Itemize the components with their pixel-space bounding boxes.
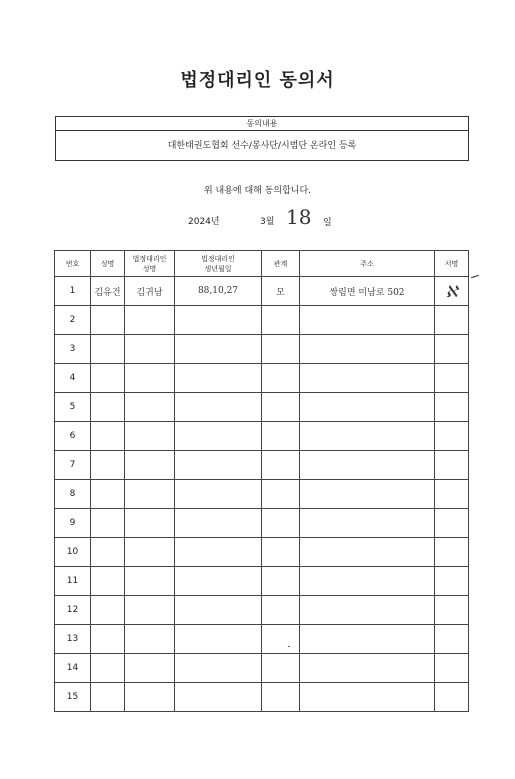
cell-name bbox=[91, 306, 125, 335]
table-header-row bbox=[55, 251, 469, 277]
cell-signature bbox=[435, 451, 469, 480]
table-row bbox=[55, 364, 469, 393]
table-row bbox=[55, 654, 469, 683]
row-number: 12 bbox=[55, 596, 91, 625]
signature-mark-icon: ℵ bbox=[445, 281, 458, 301]
row-number: 5 bbox=[55, 393, 91, 422]
agree-statement: 위 내용에 대해 동의합니다. bbox=[203, 186, 312, 196]
cell-relation bbox=[262, 335, 300, 364]
consent-table bbox=[54, 250, 469, 712]
cell-guardian-name bbox=[125, 625, 175, 654]
header-guardian-birth: 법정대리인 생년월일 bbox=[175, 251, 262, 277]
cell-relation bbox=[262, 625, 300, 654]
row-number: 9 bbox=[55, 509, 91, 538]
cell-address: 쌍림면 미남로 502 bbox=[300, 277, 435, 306]
date-day-handwritten: 18 bbox=[286, 205, 312, 229]
cell-guardian-birth bbox=[175, 335, 262, 364]
cell-address bbox=[300, 451, 435, 480]
cell-signature bbox=[435, 364, 469, 393]
table-row bbox=[55, 538, 469, 567]
consent-box bbox=[55, 116, 469, 161]
table-row bbox=[55, 451, 469, 480]
cell-name bbox=[91, 451, 125, 480]
cell-address bbox=[300, 480, 435, 509]
cell-guardian-name bbox=[125, 567, 175, 596]
header-no: 번호 bbox=[55, 251, 91, 277]
table-row bbox=[55, 596, 469, 625]
cell-address bbox=[300, 509, 435, 538]
cell-name bbox=[91, 567, 125, 596]
header-address: 주소 bbox=[300, 251, 435, 277]
cell-name: 김유건 bbox=[91, 277, 125, 306]
header-name: 성명 bbox=[91, 251, 125, 277]
cell-signature bbox=[435, 509, 469, 538]
row-number: 7 bbox=[55, 451, 91, 480]
cell-signature bbox=[435, 393, 469, 422]
table-row bbox=[55, 567, 469, 596]
row-number: 1 bbox=[55, 277, 91, 306]
cell-relation bbox=[262, 654, 300, 683]
table-row bbox=[55, 422, 469, 451]
cell-address bbox=[300, 538, 435, 567]
cell-guardian-name bbox=[125, 335, 175, 364]
cell-address bbox=[300, 683, 435, 712]
table-row bbox=[55, 683, 469, 712]
cell-guardian-birth bbox=[175, 393, 262, 422]
header-relation: 관계 bbox=[262, 251, 300, 277]
cell-name bbox=[91, 364, 125, 393]
cell-name bbox=[91, 335, 125, 364]
table-row bbox=[55, 509, 469, 538]
cell-signature bbox=[435, 683, 469, 712]
cell-signature bbox=[435, 306, 469, 335]
row-number: 3 bbox=[55, 335, 91, 364]
cell-address bbox=[300, 364, 435, 393]
cell-signature bbox=[435, 654, 469, 683]
cell-name bbox=[91, 393, 125, 422]
cell-name bbox=[91, 480, 125, 509]
cell-name bbox=[91, 509, 125, 538]
cell-relation bbox=[262, 480, 300, 509]
row-number: 4 bbox=[55, 364, 91, 393]
cell-relation bbox=[262, 567, 300, 596]
cell-guardian-name bbox=[125, 509, 175, 538]
row-number: 6 bbox=[55, 422, 91, 451]
cell-signature bbox=[435, 277, 469, 306]
cell-address bbox=[300, 625, 435, 654]
header-signature: 서명 bbox=[435, 251, 469, 277]
cell-address bbox=[300, 335, 435, 364]
cell-relation: 모 bbox=[262, 277, 300, 306]
cell-relation bbox=[262, 451, 300, 480]
cell-guardian-name bbox=[125, 306, 175, 335]
cell-address bbox=[300, 393, 435, 422]
cell-guardian-birth bbox=[175, 625, 262, 654]
cell-relation bbox=[262, 683, 300, 712]
cell-guardian-birth bbox=[175, 509, 262, 538]
cell-address bbox=[300, 422, 435, 451]
cell-address bbox=[300, 654, 435, 683]
cell-guardian-birth bbox=[175, 567, 262, 596]
cell-relation bbox=[262, 306, 300, 335]
cell-relation bbox=[262, 393, 300, 422]
cell-guardian-name bbox=[125, 480, 175, 509]
cell-signature bbox=[435, 625, 469, 654]
cell-name bbox=[91, 654, 125, 683]
cell-guardian-name bbox=[125, 364, 175, 393]
cell-address bbox=[300, 596, 435, 625]
cell-guardian-name bbox=[125, 538, 175, 567]
cell-guardian-name bbox=[125, 683, 175, 712]
cell-guardian-name bbox=[125, 422, 175, 451]
table-row bbox=[55, 393, 469, 422]
row-number: 10 bbox=[55, 538, 91, 567]
consent-header: 동의내용 bbox=[56, 117, 468, 131]
cell-name bbox=[91, 625, 125, 654]
cell-signature bbox=[435, 538, 469, 567]
cell-guardian-name bbox=[125, 654, 175, 683]
cell-relation bbox=[262, 364, 300, 393]
row-number: 13 bbox=[55, 625, 91, 654]
table-row bbox=[55, 335, 469, 364]
cell-signature bbox=[435, 480, 469, 509]
row-number: 14 bbox=[55, 654, 91, 683]
cell-signature bbox=[435, 596, 469, 625]
header-guardian-name: 법정대리인 성명 bbox=[125, 251, 175, 277]
cell-relation bbox=[262, 509, 300, 538]
cell-guardian-birth bbox=[175, 683, 262, 712]
cell-name bbox=[91, 538, 125, 567]
cell-guardian-birth bbox=[175, 480, 262, 509]
cell-guardian-birth bbox=[175, 306, 262, 335]
cell-guardian-birth bbox=[175, 422, 262, 451]
cell-signature bbox=[435, 335, 469, 364]
consent-body: 대한태권도협회 선수/봉사단/시범단 온라인 등록 bbox=[167, 141, 357, 151]
date-day-suffix: 일 bbox=[323, 218, 332, 228]
cell-relation bbox=[262, 596, 300, 625]
cell-name bbox=[91, 422, 125, 451]
cell-relation bbox=[262, 538, 300, 567]
stray-pen-mark bbox=[471, 275, 479, 278]
stray-dot bbox=[288, 646, 290, 647]
cell-guardian-birth: 88,10,27 bbox=[175, 277, 262, 306]
cell-guardian-name bbox=[125, 393, 175, 422]
cell-guardian-name: 김귀남 bbox=[125, 277, 175, 306]
cell-guardian-birth bbox=[175, 451, 262, 480]
document-title: 법정대리인 동의서 bbox=[180, 70, 335, 91]
cell-address bbox=[300, 306, 435, 335]
row-number: 2 bbox=[55, 306, 91, 335]
cell-guardian-birth bbox=[175, 654, 262, 683]
table-row bbox=[55, 480, 469, 509]
date-month: 3월 bbox=[260, 217, 275, 227]
cell-address bbox=[300, 567, 435, 596]
table-row bbox=[55, 625, 469, 654]
cell-guardian-name bbox=[125, 596, 175, 625]
cell-name bbox=[91, 596, 125, 625]
cell-guardian-birth bbox=[175, 538, 262, 567]
table-row bbox=[55, 277, 469, 306]
cell-name bbox=[91, 683, 125, 712]
row-number: 15 bbox=[55, 683, 91, 712]
row-number: 11 bbox=[55, 567, 91, 596]
cell-guardian-name bbox=[125, 451, 175, 480]
cell-relation bbox=[262, 422, 300, 451]
table-row bbox=[55, 306, 469, 335]
row-number: 8 bbox=[55, 480, 91, 509]
cell-guardian-birth bbox=[175, 364, 262, 393]
date-year: 2024년 bbox=[188, 217, 220, 227]
cell-signature bbox=[435, 422, 469, 451]
cell-signature bbox=[435, 567, 469, 596]
cell-guardian-birth bbox=[175, 596, 262, 625]
